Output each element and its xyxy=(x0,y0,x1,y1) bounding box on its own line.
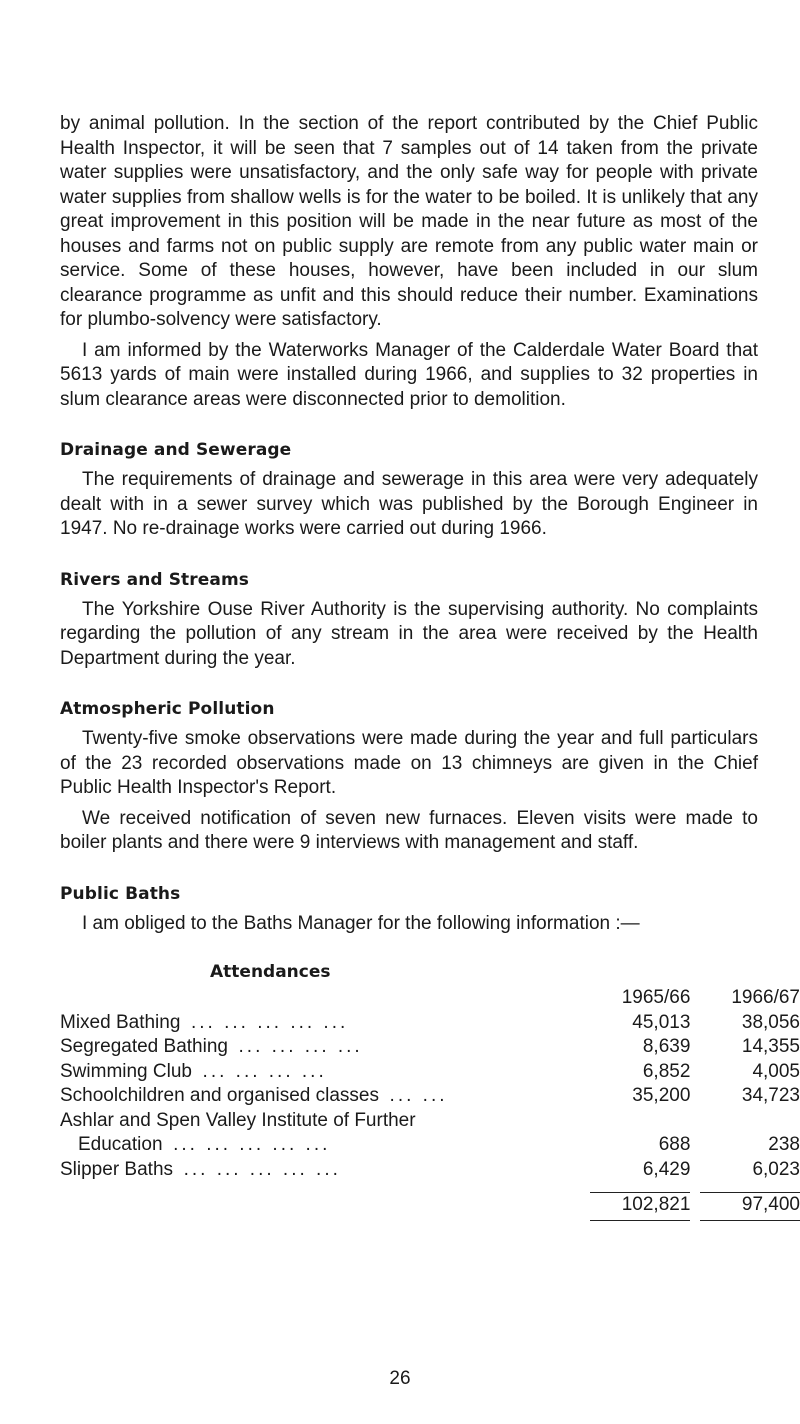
value-1965-66: 688 xyxy=(658,1134,691,1155)
total-1966-67: 97,400 xyxy=(741,1194,800,1215)
value-1965-66: 6,429 xyxy=(642,1158,691,1180)
row-label: Slipper Baths xyxy=(60,1158,174,1180)
value-1965-66: 45,013 xyxy=(632,1011,691,1033)
baths-heading: Public Baths xyxy=(60,883,181,904)
atmospheric-heading: Atmospheric Pollution xyxy=(60,699,275,719)
baths-intro: I am obliged to the Baths Manager for the following information :— xyxy=(82,912,640,934)
value-1966-67: 4,005 xyxy=(752,1060,800,1082)
atmospheric-text-1: Twenty-five smoke observations were made during the year and full particulars of the 23 recorded observations made on 13 chimneys are given in the Chief Public Health Inspector's Report. xyxy=(60,728,758,798)
table-row xyxy=(60,1084,800,1109)
atmospheric-section xyxy=(60,699,758,856)
attendances-table xyxy=(60,986,800,1221)
value-1966-67: 6,023 xyxy=(752,1158,800,1180)
total-rule-bottom xyxy=(700,1220,800,1221)
leader-dots: ... ... xyxy=(389,1085,448,1106)
value-1966-67: 14,355 xyxy=(741,1036,800,1057)
total-row xyxy=(60,1193,800,1218)
value-1965-66: 8,639 xyxy=(642,1036,691,1057)
leader-dots: ... ... ... ... ... xyxy=(183,1158,341,1180)
total-1965-66: 102,821 xyxy=(621,1194,691,1215)
column-header-1965-66: 1965/66 xyxy=(621,987,691,1008)
row-label: Education xyxy=(78,1134,163,1155)
table-row xyxy=(60,1158,800,1183)
row-label: Schoolchildren and organised classes xyxy=(60,1085,379,1106)
leader-dots: ... ... ... ... ... xyxy=(173,1134,331,1155)
rivers-text: The Yorkshire Ouse River Authority is the supervising authority. No complaints regarding the pollution of any stream in the area were received by the Health Department during the year. xyxy=(60,598,758,669)
total-rule-bottom xyxy=(590,1220,690,1221)
table-row xyxy=(60,1035,800,1060)
drainage-text: The requirements of drainage and sewerage in this area were very adequately dealt with in a sewer survey which was published by the Borough Engineer in 1947. No re-drainage works were carried out during 1966. xyxy=(60,469,758,539)
value-1965-66: 35,200 xyxy=(632,1085,691,1106)
document-page xyxy=(60,112,800,1221)
leader-dots: ... ... ... ... xyxy=(238,1036,363,1057)
total-bottom-rule-row xyxy=(60,1218,800,1221)
leader-dots: ... ... ... ... ... xyxy=(190,1011,349,1033)
total-rule-row xyxy=(60,1182,800,1193)
value-1966-67: 238 xyxy=(768,1134,800,1155)
drainage-section xyxy=(60,440,758,542)
baths-section xyxy=(60,883,800,1221)
rivers-section xyxy=(60,570,758,672)
value-1966-67: 34,723 xyxy=(741,1085,800,1106)
table-row xyxy=(60,1109,800,1134)
row-label: Swimming Club xyxy=(60,1060,192,1082)
row-label: Segregated Bathing xyxy=(60,1036,228,1057)
waterworks-paragraph: I am informed by the Waterworks Manager of the Calderdale Water Board that 5613 yards of main were installed during 1966, and supplies to 32 properties in slum clearance areas were disconnected prior to demolition. xyxy=(60,339,758,410)
table-row xyxy=(60,1060,800,1085)
row-label: Mixed Bathing xyxy=(60,1011,181,1033)
rivers-heading: Rivers and Streams xyxy=(60,569,249,590)
table-row xyxy=(60,1133,800,1158)
value-1966-67: 38,056 xyxy=(741,1011,800,1033)
row-label: Ashlar and Spen Valley Institute of Further xyxy=(60,1109,416,1131)
value-1965-66: 6,852 xyxy=(642,1060,691,1082)
table-header-row xyxy=(60,986,800,1011)
drainage-heading: Drainage and Sewerage xyxy=(60,440,292,460)
table-row xyxy=(60,1011,800,1036)
leader-dots: ... ... ... ... xyxy=(202,1060,327,1082)
atmospheric-text-2: We received notification of seven new furnaces. Eleven visits were made to boiler plants and there were 9 interviews with management and staff. xyxy=(60,807,758,853)
column-header-1966-67: 1966/67 xyxy=(731,987,800,1008)
attendances-title: Attendances xyxy=(210,962,331,982)
intro-paragraph: by animal pollution. In the section of the report contributed by the Chief Public Health Inspector, it will be seen that 7 samples out of 14 taken from the private water supplies were unsatisfactory, and the only safe way for people with private water supplies from shallow wells is for the water to be boiled. It is unlikely that any great improvement in this position will be made in the near future as most of the houses and farms not on public supply are remote from any public water main or service. Some of these houses, however, have been included in our slum clearance programme as unfit and this should reduce their number. Examinations for plumbo-solvency were satisfactory. xyxy=(60,113,758,330)
page-number: 26 xyxy=(389,1368,411,1389)
